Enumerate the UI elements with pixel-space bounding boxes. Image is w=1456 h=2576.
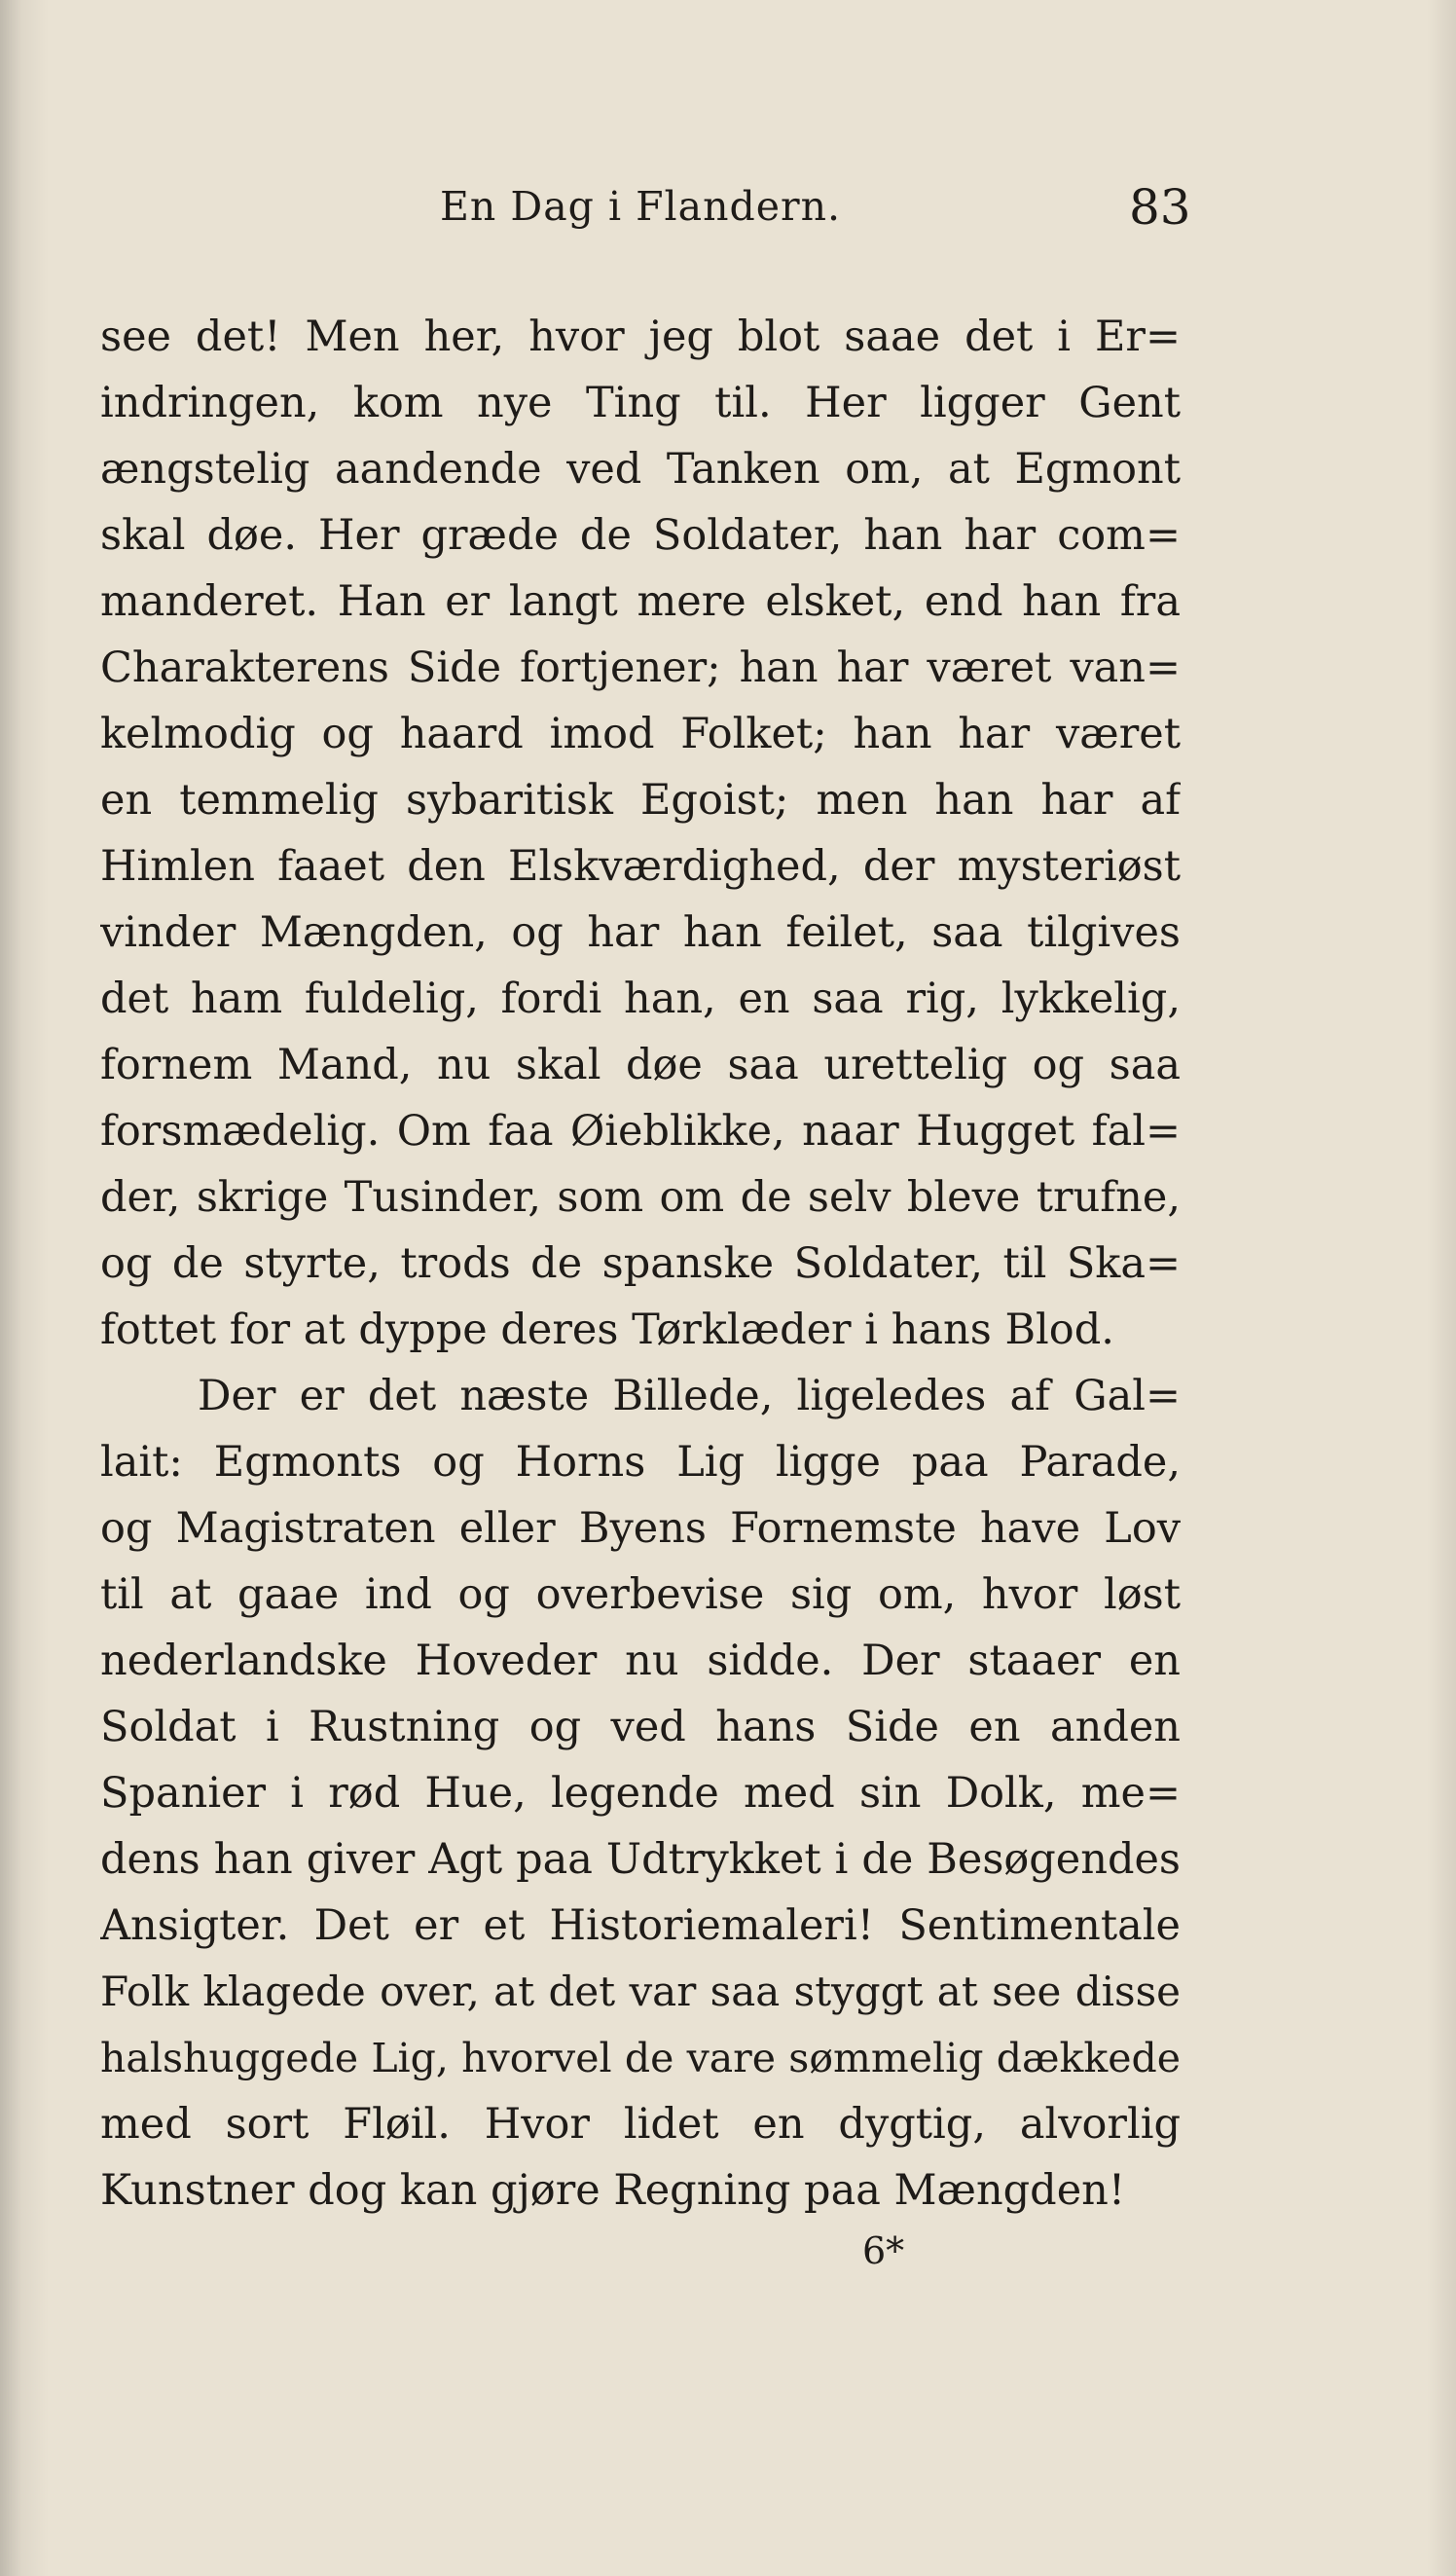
text-line: Kunstner dog kan gjøre Regning paa Mængden! <box>100 2166 1126 2215</box>
text-line: kelmodig og haard imod Folket; han har været <box>100 710 1181 758</box>
text-line: forsmædelig. Om faa Øieblikke, naar Hugget fal= <box>100 1107 1181 1156</box>
text-line: vinder Mængden, og har han feilet, saa tilgives <box>100 908 1181 957</box>
text-line: det ham fuldelig, fordi han, en saa rig, lykkelig, <box>100 975 1181 1023</box>
running-head <box>0 175 1456 243</box>
text-line: manderet. Han er langt mere elsket, end han fra <box>100 577 1181 626</box>
text-line: halshuggede Lig, hvorvel de vare sømmelig dækkede <box>100 2035 1181 2081</box>
text-line: med sort Fløil. Hvor lidet en dygtig, alvorlig <box>100 2100 1181 2149</box>
text-line: dens han giver Agt paa Udtrykket i de Besøgendes <box>100 1835 1181 1884</box>
text-line: Himlen faaet den Elskværdighed, der mysteriøst <box>100 842 1181 891</box>
body-text <box>100 304 1181 2224</box>
text-line: lait: Egmonts og Horns Lig ligge paa Parade, <box>100 1438 1181 1487</box>
text-line: og de styrte, trods de spanske Soldater, til Ska= <box>100 1239 1181 1288</box>
text-line: Soldat i Rustning og ved hans Side en anden <box>100 1703 1181 1751</box>
text-line: see det! Men her, hvor jeg blot saae det i Er= <box>100 313 1181 361</box>
text-line: og Magistraten eller Byens Fornemste have Lov <box>100 1504 1181 1553</box>
text-line: fornem Mand, nu skal døe saa urettelig og saa <box>100 1041 1181 1089</box>
text-line: der, skrige Tusinder, som om de selv bleve trufne, <box>100 1173 1181 1222</box>
text-line: til at gaae ind og overbevise sig om, hvor løst <box>100 1570 1181 1619</box>
page-number: 83 <box>1129 179 1191 236</box>
text-line: fottet for at dyppe deres Tørklæder i hans Blod. <box>100 1306 1114 1354</box>
text-line: indringen, kom nye Ting til. Her ligger Gent <box>100 379 1181 427</box>
text-line: Der er det næste Billede, ligeledes af Gal= <box>198 1372 1181 1420</box>
text-line: skal døe. Her græde de Soldater, han har com= <box>100 511 1181 560</box>
text-line: Folk klagede over, at det var saa styggt at see disse <box>100 1968 1181 2015</box>
running-title: En Dag i Flandern. <box>440 183 842 230</box>
text-line: Spanier i rød Hue, legende med sin Dolk, me= <box>100 1769 1181 1818</box>
text-line: nederlandske Hoveder nu sidde. Der staaer en <box>100 1637 1181 1685</box>
text-line: Charakterens Side fortjener; han har været van= <box>100 644 1181 692</box>
signature-mark: 6* <box>862 2229 905 2272</box>
text-line: Ansigter. Det er et Historiemaleri! Sentimentale <box>100 1901 1181 1950</box>
text-line: en temmelig sybaritisk Egoist; men han har af <box>100 776 1181 825</box>
text-line: ængstelig aandende ved Tanken om, at Egmont <box>100 445 1181 494</box>
